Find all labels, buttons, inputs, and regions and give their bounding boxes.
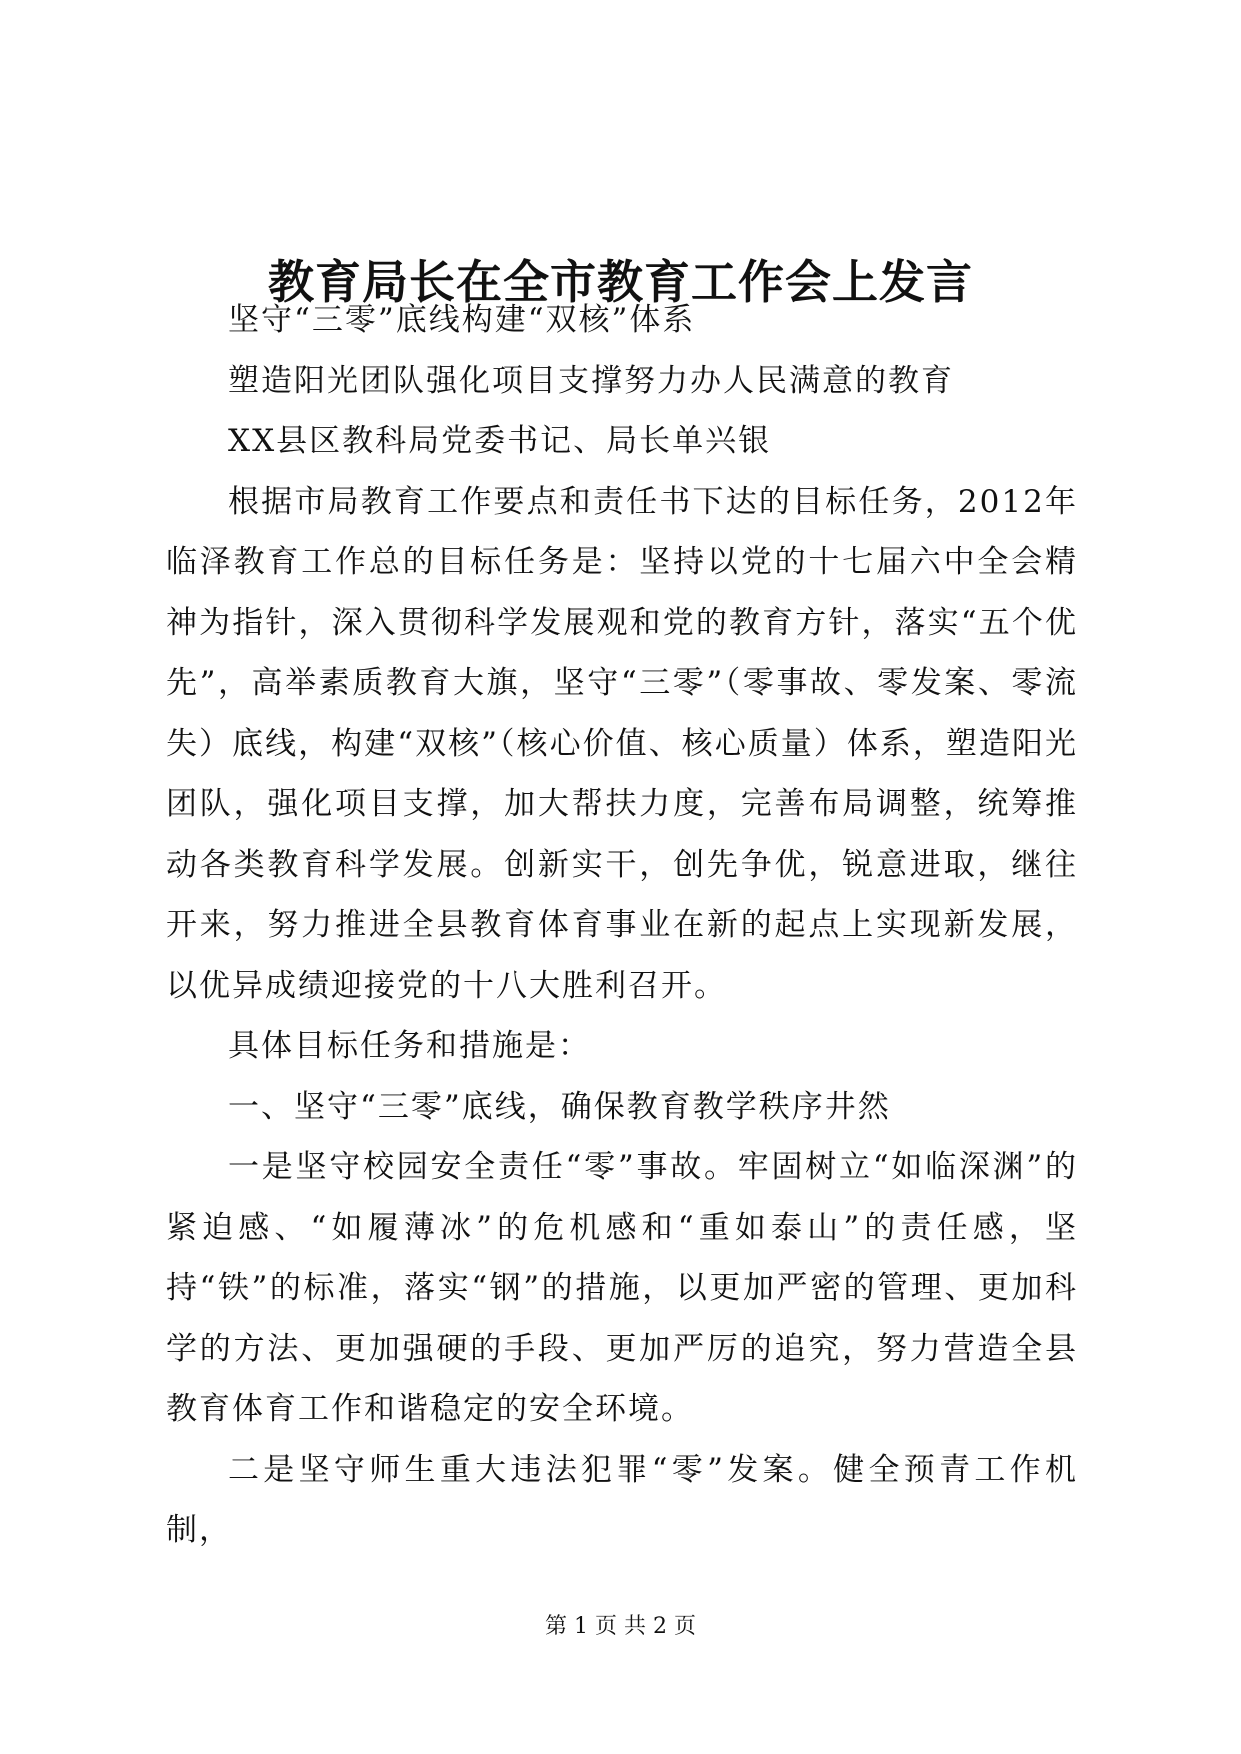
paragraph-measures-heading: 具体目标任务和措施是： — [228, 1028, 591, 1064]
subtitle-line-2: 塑造阳光团队强化项目支撑努力办人民满意的教育 — [228, 362, 954, 399]
author-line: XX县区教科局党委书记、局长单兴银 — [228, 423, 772, 459]
document-title: 教育局长在全市教育工作会上发言 — [268, 254, 973, 309]
section-heading-1: 一、坚守“三零”底线，确保教育教学秩序井然 — [228, 1088, 891, 1125]
document-body — [166, 290, 1078, 1561]
paragraph-crime: 二是坚守师生重大违法犯罪“零”发案。健全预青工作机制， — [166, 1451, 1078, 1548]
paragraph-intro: 根据市局教育工作要点和责任书下达的目标任务，2012年临泽教育工作总的目标任务是：坚持以党的十七届六中全会精神为指针，深入贯彻科学发展观和党的教育方针，落实“五个优先”，高举素质教育大旗，坚守“三零”（零事故、零发案、零流失）底线，构建“双核”（核心价值、核心质量）体系，塑造阳光团队，强化项目支撑，加大帮扶力度，完善布局调整，统筹推动各类教育科学发展。创新实干，创先争优，锐意进取，继往开来，努力推进全县教育体育事业在新的起点上实现新发展，以优异成绩迎接党的十八大胜利召开。 — [166, 483, 1078, 1004]
page-number: 第 1 页 共 2 页 — [545, 1614, 696, 1639]
paragraph-safety: 一是坚守校园安全责任“零”事故。牢固树立“如临深渊”的紧迫感、“如履薄冰”的危机感和“重如泰山”的责任感，坚持“铁”的标准，落实“钢”的措施，以更加严密的管理、更加科学的方法、更加强硬的手段、更加严厉的追究，努力营造全县教育体育工作和谐稳定的安全环境。 — [166, 1149, 1078, 1427]
subtitle-line-1: 坚守“三零”底线构建“双核”体系 — [228, 302, 696, 338]
